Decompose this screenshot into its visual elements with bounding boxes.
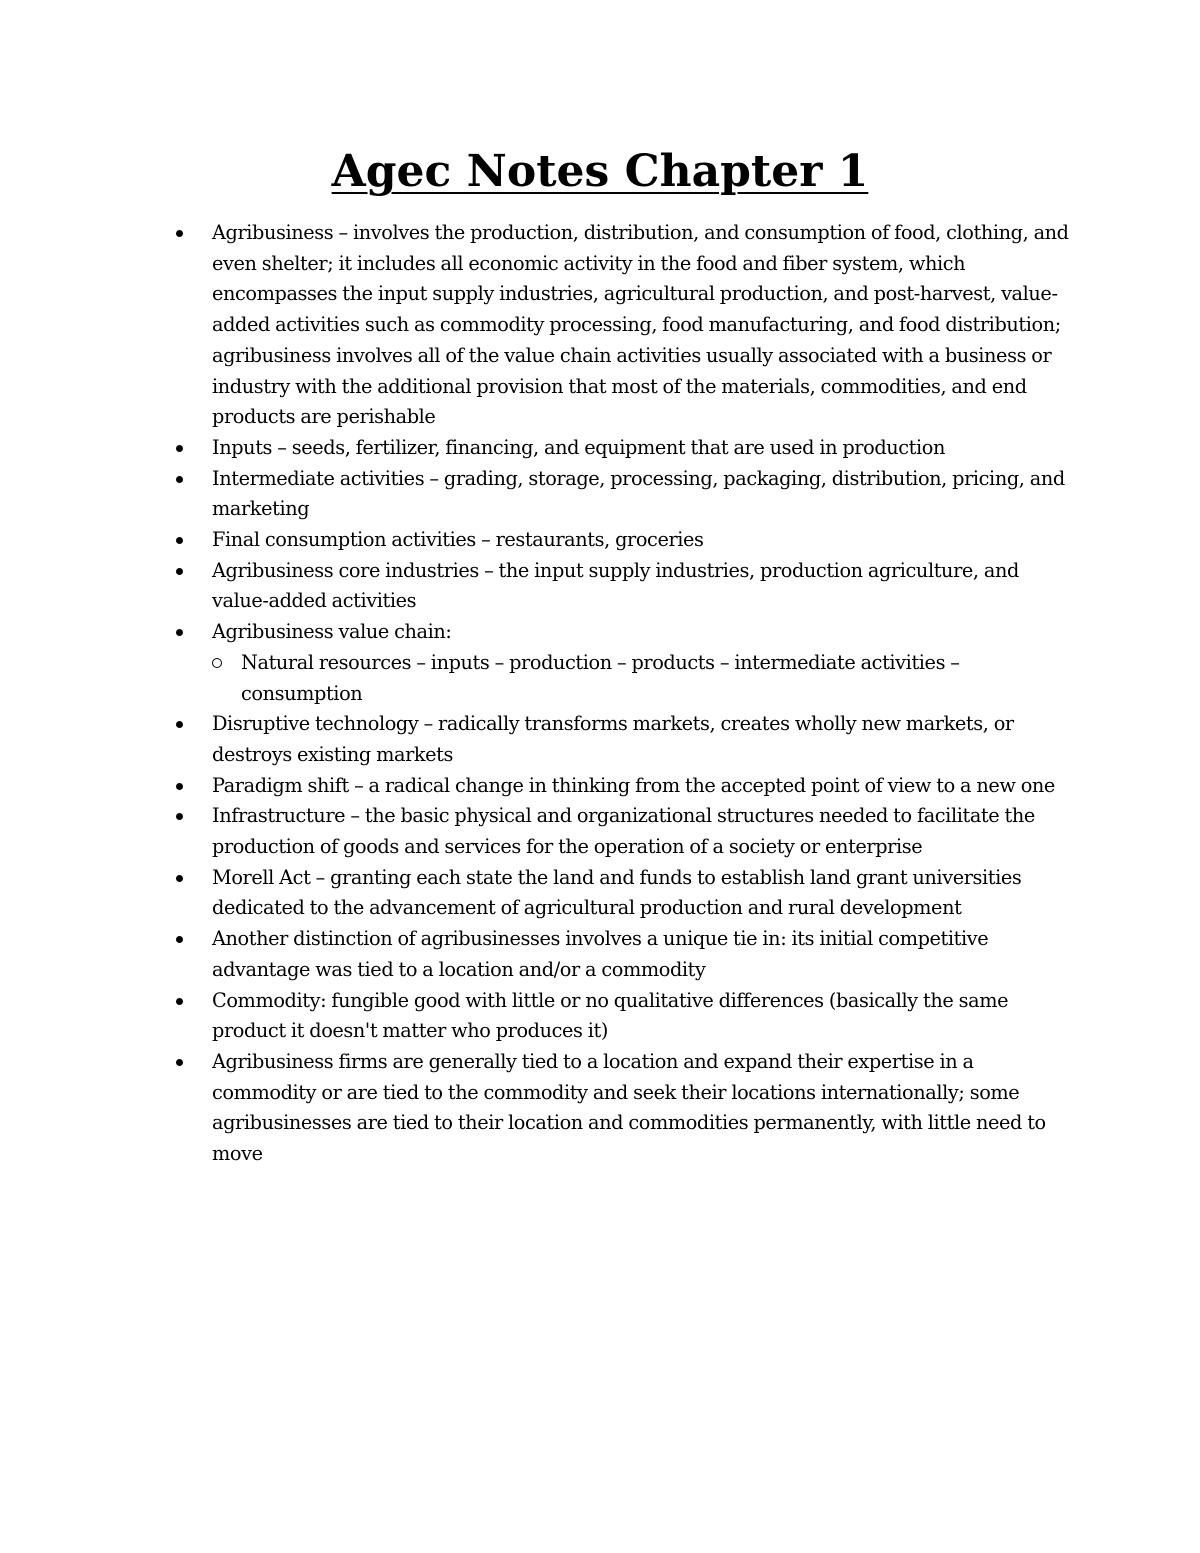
note-value-chain [171, 617, 1071, 648]
note-value-chain-subitem [171, 648, 1071, 709]
notes-list [171, 218, 1071, 1170]
bullet-icon [176, 537, 183, 544]
bullet-icon [176, 875, 183, 882]
bullet-icon [176, 813, 183, 820]
note-text: Another distinction of agribusinesses involves a unique tie in: its initial competitive advantage was tied to a location and/or a commodity [212, 927, 989, 981]
note-paradigm-shift [171, 771, 1071, 802]
bullet-icon [176, 568, 183, 575]
bullet-icon [176, 721, 183, 728]
note-agribusiness-firms [171, 1047, 1071, 1170]
bullet-icon [176, 998, 183, 1005]
note-text: Disruptive technology – radically transforms markets, creates wholly new markets, or destroys existing markets [212, 712, 1014, 766]
note-text: Agribusiness core industries – the input supply industries, production agriculture, and value-added activities [212, 558, 1019, 613]
note-text: Morell Act – granting each state the land and funds to establish land grant universities dedicated to the advancement of agricultural production and rural development [212, 865, 1022, 920]
note-text: Final consumption activities – restaurants, groceries [212, 528, 704, 552]
note-text: Agribusiness firms are generally tied to a location and expand their expertise in a commodity or are tied to the commodity and seek their locations internationally; some agribusinesses are tied to their location and commodities permanently, with little need to move [212, 1049, 1046, 1166]
note-infrastructure [171, 801, 1071, 862]
note-text: Agribusiness value chain: [212, 620, 452, 644]
note-agribusiness [171, 218, 1071, 433]
note-text: Commodity: fungible good with little or no qualitative differences (basically the same product it doesn't matter who produces it) [212, 988, 1009, 1043]
note-core-industries [171, 556, 1071, 617]
note-text: Paradigm shift – a radical change in thinking from the accepted point of view to a new one [212, 773, 1055, 797]
note-text: Inputs – seeds, fertilizer, financing, and equipment that are used in production [212, 435, 946, 459]
note-intermediate-activities [171, 464, 1071, 525]
document-title: Agec Notes Chapter 1 [331, 146, 869, 197]
bullet-icon [176, 476, 183, 483]
note-final-consumption [171, 525, 1071, 556]
note-text: Agribusiness – involves the production, distribution, and consumption of food, clothing, and even shelter; it includes all economic activity in the food and fiber system, which encompasses the input supply industries, agricultural production, and post-harvest, value-added activities such as commodity processing, food manufacturing, and food distribution; agribusiness involves all of the value chain activities usually associated with a business or industry with the additional provision that most of the materials, commodities, and end products are perishable [212, 221, 1069, 429]
note-commodity [171, 986, 1071, 1047]
note-unique-tie-in [171, 924, 1071, 985]
note-text: Intermediate activities – grading, storage, processing, packaging, distribution, pricing, and marketing [212, 466, 1065, 521]
note-morell-act [171, 863, 1071, 924]
hollow-bullet-icon [212, 658, 222, 668]
note-text: Infrastructure – the basic physical and organizational structures needed to facilitate the production of goods and services for the operation of a society or enterprise [212, 804, 1035, 859]
bullet-icon [176, 445, 183, 452]
bullet-icon [176, 1059, 183, 1066]
note-text: Natural resources – inputs – production – products – intermediate activities – consumption [241, 650, 960, 705]
bullet-icon [176, 783, 183, 790]
bullet-icon [176, 230, 183, 237]
bullet-icon [176, 629, 183, 636]
note-disruptive-technology [171, 709, 1071, 770]
note-inputs [171, 433, 1071, 464]
bullet-icon [176, 936, 183, 943]
